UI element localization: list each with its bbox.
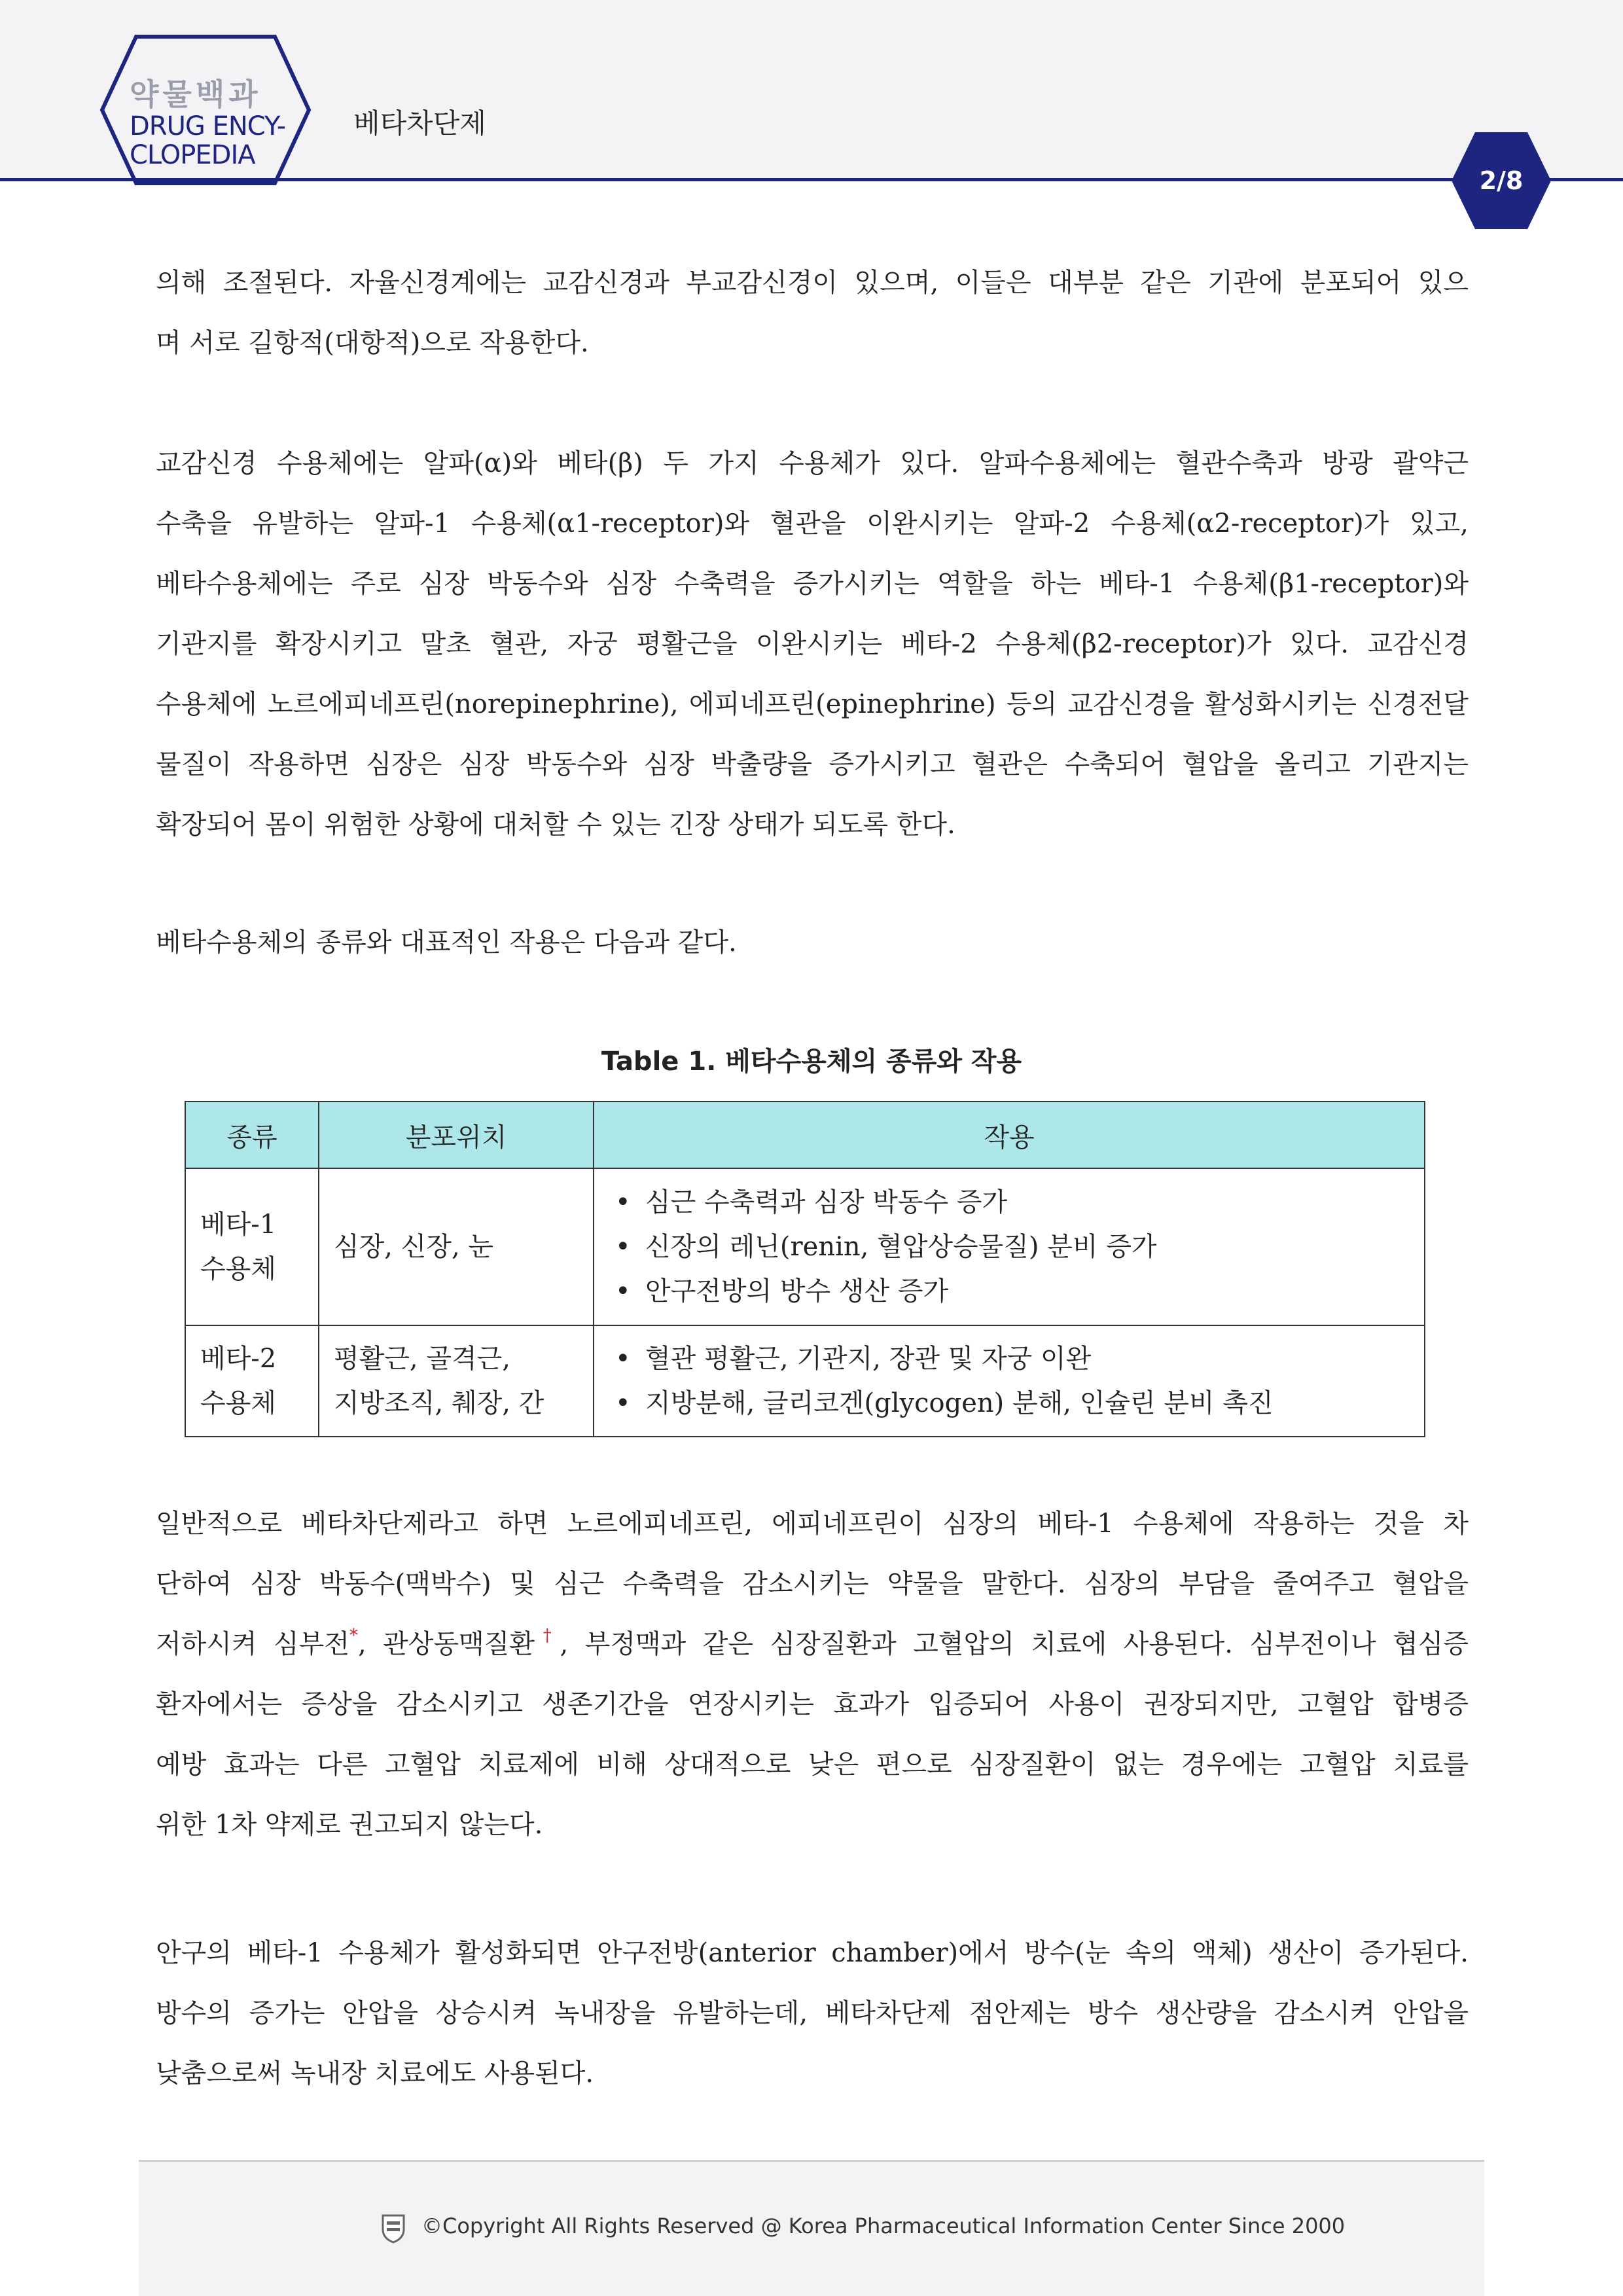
paragraph-5 xyxy=(156,1923,1469,2104)
footnote-mark: † xyxy=(535,1626,560,1645)
text-line: 교감신경 수용체에는 알파(α)와 베타(β) 두 가지 수용체가 있다. 알파수용체에는 혈관수축과 방광 괄약근 xyxy=(156,448,1469,478)
document-title: 베타차단제 xyxy=(353,107,486,139)
logo-english-line1: DRUG ENCY- xyxy=(130,111,286,141)
text-segment: , 부정맥과 같은 심장질환과 고혈압의 치료에 사용된다. 심부전이나 협심증 xyxy=(560,1629,1469,1659)
text-line xyxy=(156,1614,1469,1674)
paragraph-3 xyxy=(156,912,1469,973)
page-number: 2/8 xyxy=(1479,166,1524,195)
table-cell-type xyxy=(185,1325,319,1437)
beta-receptor-table xyxy=(185,1101,1425,1437)
text-line: 방수의 증가는 안압을 상승시켜 녹내장을 유발하는데, 베타차단제 점안제는 방수 생산량을 감소시켜 안압을 xyxy=(156,1998,1469,2028)
footnote-mark: * xyxy=(349,1626,358,1645)
table-header-cell: 분포위치 xyxy=(319,1102,594,1168)
text-line: 안구의 베타-1 수용체가 활성화되면 안구전방(anterior chamber)에서 방수(눈 속의 액체) 생산이 증가된다. xyxy=(156,1938,1469,1968)
cell-text: 베타-2 xyxy=(200,1344,277,1374)
text-line: 기관지를 확장시키고 말초 혈관, 자궁 평활근을 이완시키는 베타-2 수용체(β2-receptor)가 있다. 교감신경 xyxy=(156,629,1469,659)
table-row xyxy=(185,1325,1425,1437)
list-item: • 심근 수축력과 심장 박동수 증가 xyxy=(609,1180,1410,1225)
kpic-shield-icon xyxy=(381,2214,406,2244)
text-line: 일반적으로 베타차단제라고 하면 노르에피네프린, 에피네프린이 심장의 베타-1 수용체에 작용하는 것을 차 xyxy=(156,1509,1469,1539)
text-line: 의해 조절된다. 자율신경계에는 교감신경과 부교감신경이 있으며, 이들은 대부분 같은 기관에 분포되어 있으 xyxy=(156,268,1469,298)
paragraph-1 xyxy=(156,253,1469,373)
text-line: 수축을 유발하는 알파-1 수용체(α1-receptor)와 혈관을 이완시키는 알파-2 수용체(α2-receptor)가 있고, xyxy=(156,509,1469,539)
text-line: 낮춤으로써 녹내장 치료에도 사용된다. xyxy=(156,2058,594,2089)
header-divider xyxy=(0,178,1623,181)
text-line: 물질이 작용하면 심장은 심장 박동수와 심장 박출량을 증가시키고 혈관은 수축되어 혈압을 올리고 기관지는 xyxy=(156,749,1469,780)
cell-text: 지방조직, 췌장, 간 xyxy=(334,1388,544,1418)
cell-text: 평활근, 골격근, xyxy=(334,1344,510,1374)
cell-text: 베타-1 xyxy=(200,1210,277,1240)
table-cell-location xyxy=(319,1325,594,1437)
list-item: • 지방분해, 글리코겐(glycogen) 분해, 인슐린 분비 촉진 xyxy=(609,1381,1410,1426)
text-line: 베타수용체의 종류와 대표적인 작용은 다음과 같다. xyxy=(156,927,737,958)
logo-korean: 약물백과 xyxy=(130,77,262,112)
logo-english-line2: CLOPEDIA xyxy=(130,140,255,170)
table-cell-effects xyxy=(594,1168,1425,1325)
table-header-row xyxy=(185,1102,1425,1168)
table-header-cell: 작용 xyxy=(594,1102,1425,1168)
text-line: 위한 1차 약제로 권고되지 않는다. xyxy=(156,1810,543,1840)
table-cell-type xyxy=(185,1168,319,1325)
cell-text: 심장, 신장, 눈 xyxy=(334,1232,494,1262)
table-header-cell: 종류 xyxy=(185,1102,319,1168)
cell-text: 수용체 xyxy=(200,1388,276,1418)
text-line: 환자에서는 증상을 감소시키고 생존기간을 연장시키는 효과가 입증되어 사용이 권장되지만, 고혈압 합병증 xyxy=(156,1689,1469,1719)
cell-text: 수용체 xyxy=(200,1254,276,1284)
text-line: 베타수용체에는 주로 심장 박동수와 심장 수축력을 증가시키는 역할을 하는 베타-1 수용체(β1-receptor)와 xyxy=(156,569,1469,599)
copyright-text: ©Copyright All Rights Reserved @ Korea Pharmaceutical Information Center Since 2000 xyxy=(421,2214,1346,2238)
paragraph-2 xyxy=(156,433,1469,855)
text-line: 예방 효과는 다른 고혈압 치료제에 비해 상대적으로 낮은 편으로 심장질환이 없는 경우에는 고혈압 치료를 xyxy=(156,1749,1469,1780)
table-cell-location xyxy=(319,1168,594,1325)
text-segment: , 관상동맥질환 xyxy=(357,1629,535,1659)
text-line: 확장되어 몸이 위험한 상황에 대처할 수 있는 긴장 상태가 되도록 한다. xyxy=(156,810,955,840)
table-cell-effects xyxy=(594,1325,1425,1437)
text-line: 수용체에 노르에피네프린(norepinephrine), 에피네프린(epinephrine) 등의 교감신경을 활성화시키는 신경전달 xyxy=(156,689,1469,719)
table-row xyxy=(185,1168,1425,1325)
paragraph-4 xyxy=(156,1494,1469,1855)
table-title: Table 1. 베타수용체의 종류와 작용 xyxy=(601,1047,1022,1077)
text-line: 며 서로 길항적(대항적)으로 작용한다. xyxy=(156,328,589,358)
text-segment: 저하시켜 심부전 xyxy=(156,1629,349,1659)
list-item: • 신장의 레닌(renin, 혈압상승물질) 분비 증가 xyxy=(609,1225,1410,1269)
list-item: • 혈관 평활근, 기관지, 장관 및 자궁 이완 xyxy=(609,1336,1410,1381)
text-line: 단하여 심장 박동수(맥박수) 및 심근 수축력을 감소시키는 약물을 말한다. 심장의 부담을 줄여주고 혈압을 xyxy=(156,1569,1469,1599)
list-item: • 안구전방의 방수 생산 증가 xyxy=(609,1269,1410,1314)
